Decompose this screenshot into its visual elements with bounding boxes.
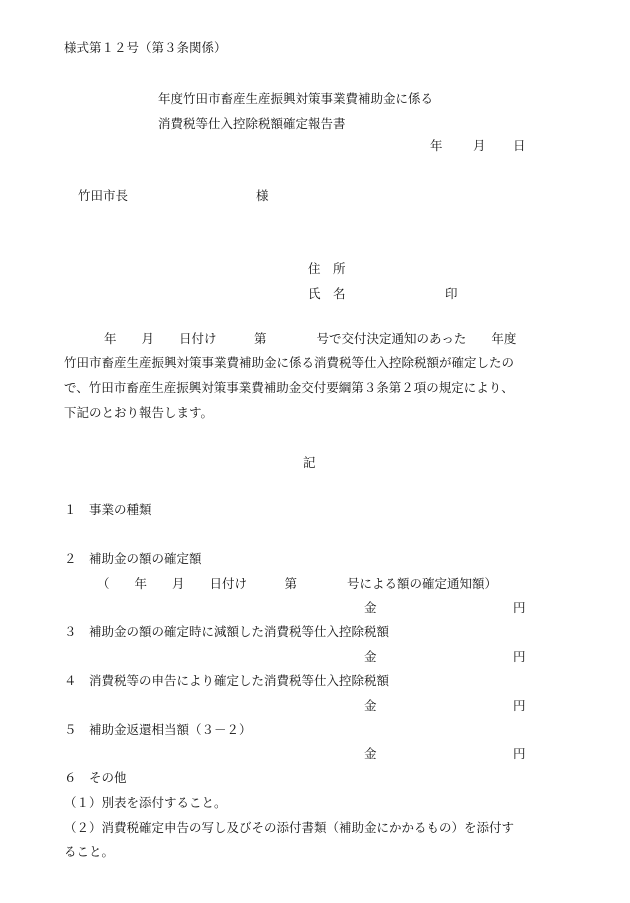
form-number: 様式第１２号（第３条関係） bbox=[64, 40, 227, 55]
address-label: 住 所 bbox=[308, 261, 346, 276]
item-5: ５ 補助金返還相当額（３－２） bbox=[64, 722, 252, 737]
item-1: １ 事業の種類 bbox=[64, 502, 152, 517]
item-2-yen: 円 bbox=[513, 600, 526, 615]
item-4-yen: 円 bbox=[513, 698, 526, 713]
addressee-name: 竹田市長 bbox=[78, 188, 129, 203]
addressee-honorific: 様 bbox=[256, 188, 269, 203]
item-3-kin: 金 bbox=[364, 649, 377, 664]
item-2-kin: 金 bbox=[364, 600, 377, 615]
item-4: ４ 消費税等の申告により確定した消費税等仕入控除税額 bbox=[64, 673, 390, 688]
body-line-1: 年 月 日付け 第 号で交付決定通知のあった 年度 bbox=[104, 331, 517, 346]
body-line-4: 下記のとおり報告します。 bbox=[64, 405, 214, 420]
note-2-continued: ること。 bbox=[64, 844, 115, 859]
item-6: ６ その他 bbox=[64, 770, 127, 785]
date-month: 月 bbox=[473, 138, 486, 153]
ki-heading: 記 bbox=[303, 455, 316, 470]
item-5-yen: 円 bbox=[513, 746, 526, 761]
seal-mark: 印 bbox=[445, 286, 458, 301]
title-line-2: 消費税等仕入控除税額確定報告書 bbox=[158, 116, 346, 131]
date-day: 日 bbox=[513, 138, 526, 153]
title-line-1: 年度竹田市畜産生産振興対策事業費補助金に係る bbox=[158, 91, 434, 106]
item-5-kin: 金 bbox=[364, 746, 377, 761]
name-label: 氏 名 bbox=[308, 286, 346, 301]
item-2-sub: （ 年 月 日付け 第 号による額の確定通知額） bbox=[97, 576, 498, 591]
item-3: ３ 補助金の額の確定時に減額した消費税等仕入控除税額 bbox=[64, 624, 390, 639]
note-1: （１）別表を添付すること。 bbox=[64, 795, 227, 810]
item-3-yen: 円 bbox=[513, 649, 526, 664]
date-year: 年 bbox=[430, 138, 443, 153]
item-2: ２ 補助金の額の確定額 bbox=[64, 551, 202, 566]
note-2: （２）消費税確定申告の写し及びその添付書類（補助金にかかるもの）を添付す bbox=[64, 820, 515, 835]
body-line-2: 竹田市畜産生産振興対策事業費補助金に係る消費税等仕入控除税額が確定したの bbox=[64, 355, 515, 370]
item-4-kin: 金 bbox=[364, 698, 377, 713]
body-line-3: で、竹田市畜産生産振興対策事業費補助金交付要綱第３条第２項の規定により、 bbox=[64, 380, 514, 395]
